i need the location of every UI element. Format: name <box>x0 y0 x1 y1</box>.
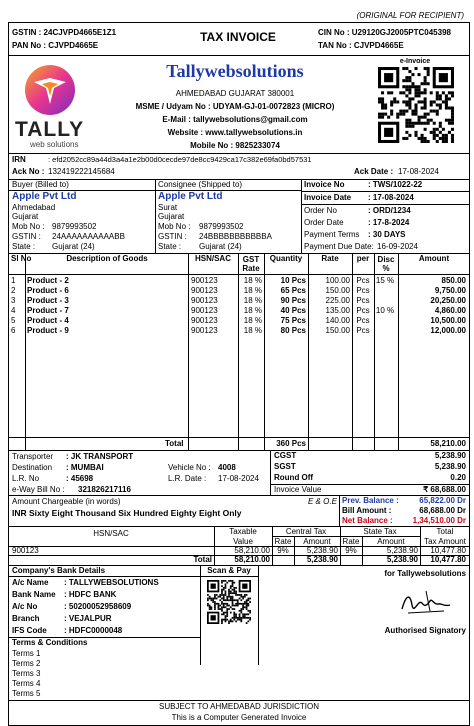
gstin: GSTIN : 24CJVPD4665E1Z1 <box>12 28 117 37</box>
tax-total-central: 5,238.90 <box>306 555 338 564</box>
item-hsn: 900123 <box>191 316 218 325</box>
item-gst: 18 % <box>243 326 262 335</box>
divider <box>8 450 470 451</box>
einvoice-label: e-Invoice <box>399 58 431 65</box>
bank-acno-value: : 50200052958609 <box>64 602 132 611</box>
round-off-label: Round Off <box>274 473 314 482</box>
consignee-state-label: State : <box>158 242 182 251</box>
divider <box>270 450 271 495</box>
ack-no-value: 132419222145684 <box>48 167 115 176</box>
divider <box>200 576 258 577</box>
buyer-state: Gujarat (24) <box>52 242 95 251</box>
consignee-mob-label: Mob No : <box>158 222 191 231</box>
consignee-address-line-2: Gujarat <box>158 212 185 221</box>
item-amount: 20,250.00 <box>430 296 466 305</box>
item-disc: 10 % <box>375 306 395 315</box>
col-sl-header: Sl No <box>11 254 32 263</box>
tax-row-central-rate: 9% <box>277 546 289 555</box>
item-hsn: 900123 <box>191 326 218 335</box>
item-amount: 850.00 <box>441 276 466 285</box>
item-qty: 75 Pcs <box>280 316 306 325</box>
amount-in-words: INR Sixty Eight Thousand Six Hundred Eighty Eight Only <box>12 508 242 518</box>
irn-label: IRN <box>12 155 26 164</box>
item-per: Pcs <box>356 316 370 325</box>
col-qty-header: Quantity <box>269 254 303 263</box>
tax-state-header: State Tax <box>363 527 397 536</box>
tax-central-rate-header: Rate <box>274 537 292 546</box>
item-amount: 12,000.00 <box>430 326 466 335</box>
terms-item: Terms 3 <box>12 669 41 678</box>
amount-words-label: Amount Chargeable (in words) <box>12 497 121 506</box>
buyer-address-line-2: Gujarat <box>12 212 39 221</box>
terms-heading: Terms & Conditions <box>12 638 88 647</box>
item-per: Pcs <box>356 306 370 315</box>
sgst-value: 5,238.90 <box>434 462 466 471</box>
tax-row-central-amount: 5,238.90 <box>306 546 338 555</box>
transporter-value: : JK TRANSPORT <box>66 452 134 461</box>
bank-branch-label: Branch <box>12 614 40 623</box>
company-email: E-Mail : tallywebsolutions@gmail.com <box>162 115 308 124</box>
vehicle-label: Vehicle No : <box>168 463 211 472</box>
consignee-gstin: 24BBBBBBBBBBBA <box>199 232 272 241</box>
bank-ifsc-value: : HDFC0000048 <box>64 626 123 635</box>
logo-text: TALLY <box>15 118 85 141</box>
bank-heading: Company's Bank Details <box>12 566 106 575</box>
item-hsn: 900123 <box>191 306 218 315</box>
item-qty: 80 Pcs <box>280 326 306 335</box>
terms-item: Terms 4 <box>12 679 41 688</box>
item-per: Pcs <box>356 276 370 285</box>
jurisdiction-note: SUBJECT TO AHMEDABAD JURISDICTION <box>158 702 320 711</box>
item-disc: 15 % <box>375 276 395 285</box>
item-desc: Product - 2 <box>27 276 69 285</box>
company-name: Tallywebsolutions <box>166 61 304 81</box>
consignee-address-line-1: Surat <box>158 203 178 212</box>
payment-terms-value: : 30 DAYS <box>368 230 406 239</box>
tax-row-state-amount: 5,238.90 <box>386 546 418 555</box>
invoice-date-label: Invoice Date <box>304 193 352 202</box>
consignee-state: Gujarat (24) <box>199 242 242 251</box>
item-rate: 140.00 <box>325 316 350 325</box>
tax-row-taxable: 58,210.00 <box>234 546 270 555</box>
payment-terms-label: Payment Terms <box>304 230 360 239</box>
invoice-date-value: : 17-08-2024 <box>368 193 414 202</box>
tax-total-amount: 10,477.80 <box>430 555 466 564</box>
total-label: Total <box>165 439 184 448</box>
round-off-value: 0.20 <box>450 473 466 482</box>
item-gst: 18 % <box>243 316 262 325</box>
item-rate: 150.00 <box>325 286 350 295</box>
bank-acname-value: : TALLYWEBSOLUTIONS <box>64 578 159 587</box>
transporter-label: Transporter <box>12 452 54 461</box>
order-date-value: : 17-8-2024 <box>368 218 410 227</box>
item-gst: 18 % <box>243 296 262 305</box>
bank-name-value: : HDFC BANK <box>64 590 117 599</box>
ack-date-value: 17-08-2024 <box>398 167 439 176</box>
item-per: Pcs <box>356 326 370 335</box>
lr-date-value: 17-08-2024 <box>218 474 259 483</box>
terms-item: Terms 1 <box>12 649 41 658</box>
bank-acno-label: A/c No <box>12 602 38 611</box>
vehicle-value: 4008 <box>218 463 236 472</box>
eway-value: 321826217116 <box>78 485 131 494</box>
tax-state-rate-header: Rate <box>342 537 360 546</box>
item-hsn: 900123 <box>191 296 218 305</box>
buyer-gstin: 24AAAAAAAAAABB <box>52 232 125 241</box>
tax-total-state: 5,238.90 <box>386 555 418 564</box>
tan-number: TAN No : CJVPD4665E <box>318 41 404 50</box>
col-gst-header: GST Rate <box>242 255 260 273</box>
item-per: Pcs <box>356 296 370 305</box>
invoice-no-value: : TWS/1022-22 <box>368 180 423 189</box>
divider <box>301 191 470 192</box>
destination-label: Destination <box>12 463 53 472</box>
invoice-no-label: Invoice No <box>304 180 345 189</box>
cgst-label: CGST <box>274 451 297 460</box>
item-sl: 3 <box>11 296 16 305</box>
order-date-label: Order Date <box>304 218 344 227</box>
item-amount: 4,860.00 <box>434 306 466 315</box>
item-per: Pcs <box>356 286 370 295</box>
col-hsn-header: HSN/SAC <box>194 254 231 263</box>
signature-icon <box>396 585 456 621</box>
item-qty: 90 Pcs <box>280 296 306 305</box>
divider <box>8 700 470 701</box>
divider <box>339 495 340 526</box>
divider <box>258 565 259 665</box>
divider <box>8 153 470 154</box>
col-disc-header: Disc % <box>377 255 395 273</box>
prev-balance-value: 65,822.00 Dr <box>419 496 466 505</box>
bank-acname-label: A/c Name <box>12 578 49 587</box>
company-address: AHMEDABAD GUJARAT 380001 <box>175 89 295 98</box>
tax-total-taxable: 58,210.00 <box>234 555 270 564</box>
tax-total-label: Total <box>193 555 212 564</box>
bank-ifsc-label: IFS Code <box>12 626 47 635</box>
tax-value-header: Value <box>233 537 253 546</box>
company-logo <box>24 64 76 116</box>
computer-generated-note: This is a Computer Generated Invoice <box>171 713 307 722</box>
scan-pay-label: Scan & Pay <box>207 566 251 575</box>
bill-amount-value: 68,688.00 Dr <box>419 506 466 515</box>
divider <box>8 495 470 496</box>
tax-total-amount-header: Tax Amount <box>424 537 466 546</box>
net-balance-label: Net Balance : <box>342 516 393 525</box>
prev-balance-label: Prev. Balance : <box>342 496 399 505</box>
item-desc: Product - 3 <box>27 296 69 305</box>
for-company-label: for Tallywebsolutions <box>384 569 466 578</box>
item-sl: 6 <box>11 326 16 335</box>
buyer-heading: Buyer (Billed to) <box>12 180 69 189</box>
irn-value: : efd2052cc89a44d3a4a1e2b00d0cecde97de8cc9429ca17c382e69fa0bd57531 <box>48 155 312 164</box>
tax-row-total: 10,477.80 <box>430 546 466 555</box>
invoice-value-label: Invoice Value <box>274 485 322 494</box>
invoice-value: ₹ 68,688.00 <box>423 485 466 494</box>
lr-no-value: : 45698 <box>66 474 94 483</box>
item-amount: 10,500.00 <box>430 316 466 325</box>
item-desc: Product - 7 <box>27 306 69 315</box>
divider <box>8 274 470 275</box>
tax-hsn-header: HSN/SAC <box>93 529 129 538</box>
col-rate-header: Rate <box>321 254 339 263</box>
buyer-name: Apple Pvt Ltd <box>12 191 77 202</box>
item-sl: 5 <box>11 316 16 325</box>
buyer-address-line-1: Ahmedabad <box>12 203 56 212</box>
sgst-label: SGST <box>274 462 296 471</box>
item-qty: 65 Pcs <box>280 286 306 295</box>
bill-amount-label: Bill Amount : <box>342 506 392 515</box>
payment-due-label: Payment Due Date: <box>304 242 374 251</box>
item-desc: Product - 9 <box>27 326 69 335</box>
tax-row-hsn: 900123 <box>12 546 39 555</box>
upi-qr-code <box>207 580 251 624</box>
item-rate: 150.00 <box>325 326 350 335</box>
item-gst: 18 % <box>243 286 262 295</box>
logo-subtext: web solutions <box>30 140 79 149</box>
lr-date-label: L.R. Date : <box>168 474 207 483</box>
eoe-label: E & O.E <box>308 497 337 506</box>
pan-number: PAN No : CJVPD4665E <box>12 41 99 50</box>
consignee-mob: 9879993502 <box>199 222 244 231</box>
logo-emblem-icon <box>24 64 76 116</box>
consignee-heading: Consignee (Shipped to) <box>158 180 243 189</box>
ack-date-label: Ack Date : <box>354 167 394 176</box>
company-mobile: Mobile No : 9825233074 <box>190 141 280 150</box>
divider <box>200 565 201 665</box>
divider <box>188 253 189 450</box>
order-no-value: : ORD/1234 <box>368 206 411 215</box>
item-qty: 40 Pcs <box>280 306 306 315</box>
item-gst: 18 % <box>243 306 262 315</box>
item-rate: 135.00 <box>325 306 350 315</box>
buyer-mob-label: Mob No : <box>12 222 45 231</box>
total-amount: 58,210.00 <box>430 439 466 448</box>
item-amount: 9,750.00 <box>434 286 466 295</box>
destination-value: : MUMBAI <box>66 463 104 472</box>
col-per-header: per <box>356 254 370 263</box>
order-no-label: Order No <box>304 206 337 215</box>
eway-label: e-Way Bill No : <box>12 485 65 494</box>
item-hsn: 900123 <box>191 286 218 295</box>
col-desc-header: Description of Goods <box>66 254 148 263</box>
buyer-state-label: State : <box>12 242 36 251</box>
original-for-recipient-note: (ORIGINAL FOR RECIPIENT) <box>356 11 464 20</box>
consignee-gstin-label: GSTIN : <box>158 232 187 241</box>
divider <box>8 437 470 438</box>
item-gst: 18 % <box>243 276 262 285</box>
terms-item: Terms 2 <box>12 659 41 668</box>
item-qty: 10 Pcs <box>280 276 306 285</box>
terms-item: Terms 5 <box>12 689 41 698</box>
item-sl: 1 <box>11 276 16 285</box>
item-sl: 2 <box>11 286 16 295</box>
authorised-signatory-label: Authorised Signatory <box>384 626 466 635</box>
item-hsn: 900123 <box>191 276 218 285</box>
cin-number: CIN No : U29120GJ2005PTC045398 <box>318 28 451 37</box>
net-balance-value: 1,34,510.00 Dr <box>412 516 466 525</box>
tax-row-state-rate: 9% <box>345 546 357 555</box>
col-amount-header: Amount <box>418 254 450 263</box>
tax-central-amount-header: Amount <box>303 537 331 546</box>
bank-name-label: Bank Name <box>12 590 56 599</box>
cgst-value: 5,238.90 <box>434 451 466 460</box>
item-sl: 4 <box>11 306 16 315</box>
consignee-name: Apple Pvt Ltd <box>158 191 223 202</box>
tax-taxable-header: Taxable <box>229 527 257 536</box>
einvoice-qr-code <box>378 67 454 143</box>
tax-central-header: Central Tax <box>285 527 327 536</box>
bank-branch-value: : VEJALPUR <box>64 614 112 623</box>
ack-no-label: Ack No : <box>12 167 45 176</box>
company-website: Website : www.tallywebsolutions.in <box>167 128 303 137</box>
divider <box>25 253 26 450</box>
item-desc: Product - 6 <box>27 286 69 295</box>
total-qty: 360 Pcs <box>276 439 306 448</box>
divider <box>8 55 470 56</box>
buyer-mob: 9879993502 <box>52 222 97 231</box>
tax-total-header: Total <box>436 527 454 536</box>
page-title: TAX INVOICE <box>200 30 276 44</box>
item-rate: 100.00 <box>325 276 350 285</box>
buyer-gstin-label: GSTIN : <box>12 232 41 241</box>
payment-due-value: 16-09-2024 <box>377 242 418 251</box>
item-rate: 225.00 <box>325 296 350 305</box>
divider <box>8 576 200 577</box>
item-desc: Product - 4 <box>27 316 69 325</box>
lr-no-label: L.R. No <box>12 474 40 483</box>
divider <box>301 204 470 205</box>
company-msme: MSME / Udyam No : UDYAM-GJ-01-0072823 (MICRO) <box>135 102 335 111</box>
tax-state-amount-header: Amount <box>377 537 405 546</box>
